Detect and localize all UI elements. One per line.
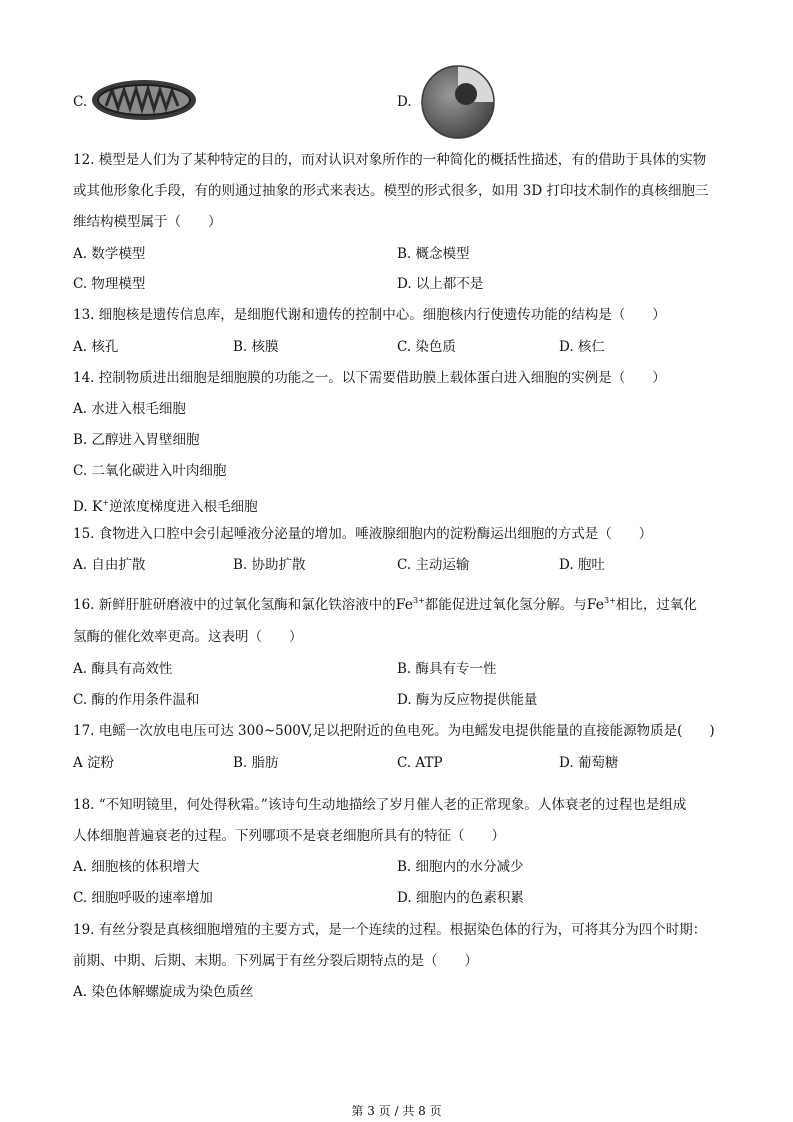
q12-line3: 维结构模型属于（ ） xyxy=(73,214,222,230)
q17-option-c: C. ATP xyxy=(397,755,443,771)
q16-option-d: D. 酶为反应物提供能量 xyxy=(397,692,538,708)
q17-line1: 17. 电鳐一次放电电压可达 300~500V,足以把附近的鱼电死。为电鳐发电提供能量的直接能源物质是( ) xyxy=(73,723,715,739)
iron-symbol-1: Fe xyxy=(395,597,413,613)
q16-line1-part2: 都能促进过氧化氢分解。与 xyxy=(424,597,587,613)
q19-option-a: A. 染色体解螺旋成为染色质丝 xyxy=(73,984,254,1000)
q14-option-c: C. 二氧化碳进入叶肉细胞 xyxy=(73,463,227,479)
q15-option-a: A. 自由扩散 xyxy=(73,557,146,573)
q19-line2: 前期、中期、后期、末期。下列属于有丝分裂后期特点的是（ ） xyxy=(73,953,478,969)
q18-option-c: C. 细胞呼吸的速率增加 xyxy=(73,890,213,906)
iron-ion-1 xyxy=(396,597,425,613)
q12-option-d: D. 以上都不是 xyxy=(397,276,484,292)
potassium-ion xyxy=(92,499,109,515)
iron-charge-2: 3+ xyxy=(604,596,616,605)
iron-symbol-2: Fe xyxy=(586,597,605,613)
q15-option-d: D. 胞吐 xyxy=(559,557,605,573)
option-c-label: C. xyxy=(73,94,88,110)
q18-line2: 人体细胞普遍衰老的过程。下列哪项不是衰老细胞所具有的特征（ ） xyxy=(73,828,505,844)
q16-line1 xyxy=(73,591,697,615)
q16-line1-part1: 16. 新鲜肝脏研磨液中的过氧化氢酶和氯化铁溶液中的 xyxy=(73,597,396,613)
q15-line1: 15. 食物进入口腔中会引起唾液分泌量的增加。唾液腺细胞内的淀粉酶运出细胞的方式是（ ） xyxy=(73,526,653,542)
q16-option-a: A. 酶具有高效性 xyxy=(73,661,173,677)
q12-option-b: B. 概念模型 xyxy=(397,246,470,262)
q17-option-b: B. 脂肪 xyxy=(233,755,279,771)
q14-option-a: A. 水进入根毛细胞 xyxy=(73,401,186,417)
q14-option-b: B. 乙醇进入胃壁细胞 xyxy=(73,432,200,448)
q12-option-a: A. 数学模型 xyxy=(73,246,146,262)
q12-option-c: C. 物理模型 xyxy=(73,276,146,292)
q16-option-b: B. 酶具有专一性 xyxy=(397,661,497,677)
q14-option-d-prefix: D. xyxy=(73,499,92,515)
q16-option-c: C. 酶的作用条件温和 xyxy=(73,692,200,708)
q16-line1-part3: 相比，过氧化 xyxy=(615,597,697,613)
q12-line2: 或其他形象化手段，有的则通过抽象的形式来表达。模型的形式很多，如用 3D 打印技术制作的真核细胞三 xyxy=(73,183,709,199)
iron-ion-2 xyxy=(587,597,616,613)
q13-option-d: D. 核仁 xyxy=(559,339,605,355)
cell-nucleus-image xyxy=(420,64,496,140)
q17-option-a: A 淀粉 xyxy=(73,755,115,771)
q13-option-c: C. 染色质 xyxy=(397,339,456,355)
page-number-footer: 第 3 页 / 共 8 页 xyxy=(351,1104,442,1118)
iron-charge-1: 3+ xyxy=(413,596,425,605)
q18-line1: 18. “不知明镜里，何处得秋霜。”该诗句生动地描绘了岁月催人老的正常现象。人体衰老的过程也是组成 xyxy=(73,797,687,813)
q15-option-b: B. 协助扩散 xyxy=(233,557,306,573)
q18-option-a: A. 细胞核的体积增大 xyxy=(73,859,200,875)
q15-option-c: C. 主动运输 xyxy=(397,557,470,573)
q14-option-d-text: 逆浓度梯度进入根毛细胞 xyxy=(109,499,258,515)
q18-option-d: D. 细胞内的色素积累 xyxy=(397,890,524,906)
q13-option-a: A. 核孔 xyxy=(73,339,119,355)
option-d-label: D. xyxy=(397,94,412,110)
q13-line1: 13. 细胞核是遗传信息库，是细胞代谢和遗传的控制中心。细胞核内行使遗传功能的结构是（ ） xyxy=(73,307,666,323)
potassium-symbol: K xyxy=(91,499,103,515)
q14-line1: 14. 控制物质进出细胞是细胞膜的功能之一。以下需要借助膜上载体蛋白进入细胞的实例是（ ） xyxy=(73,370,666,386)
q16-line2: 氢酶的催化效率更高。这表明（ ） xyxy=(73,629,303,645)
mitochondrion-image xyxy=(90,78,198,122)
q17-option-d: D. 葡萄糖 xyxy=(559,755,619,771)
q13-option-b: B. 核膜 xyxy=(233,339,279,355)
q19-line1: 19. 有丝分裂是真核细胞增殖的主要方式，是一个连续的过程。根据染色体的行为，可将其分为四个时期： xyxy=(73,922,707,938)
q18-option-b: B. 细胞内的水分减少 xyxy=(397,859,524,875)
q14-option-d xyxy=(73,493,258,517)
potassium-charge: + xyxy=(102,498,110,507)
q12-line1: 12. 模型是人们为了某种特定的目的，而对认识对象所作的一种简化的概括性描述，有的借助于具体的实物 xyxy=(73,152,707,168)
